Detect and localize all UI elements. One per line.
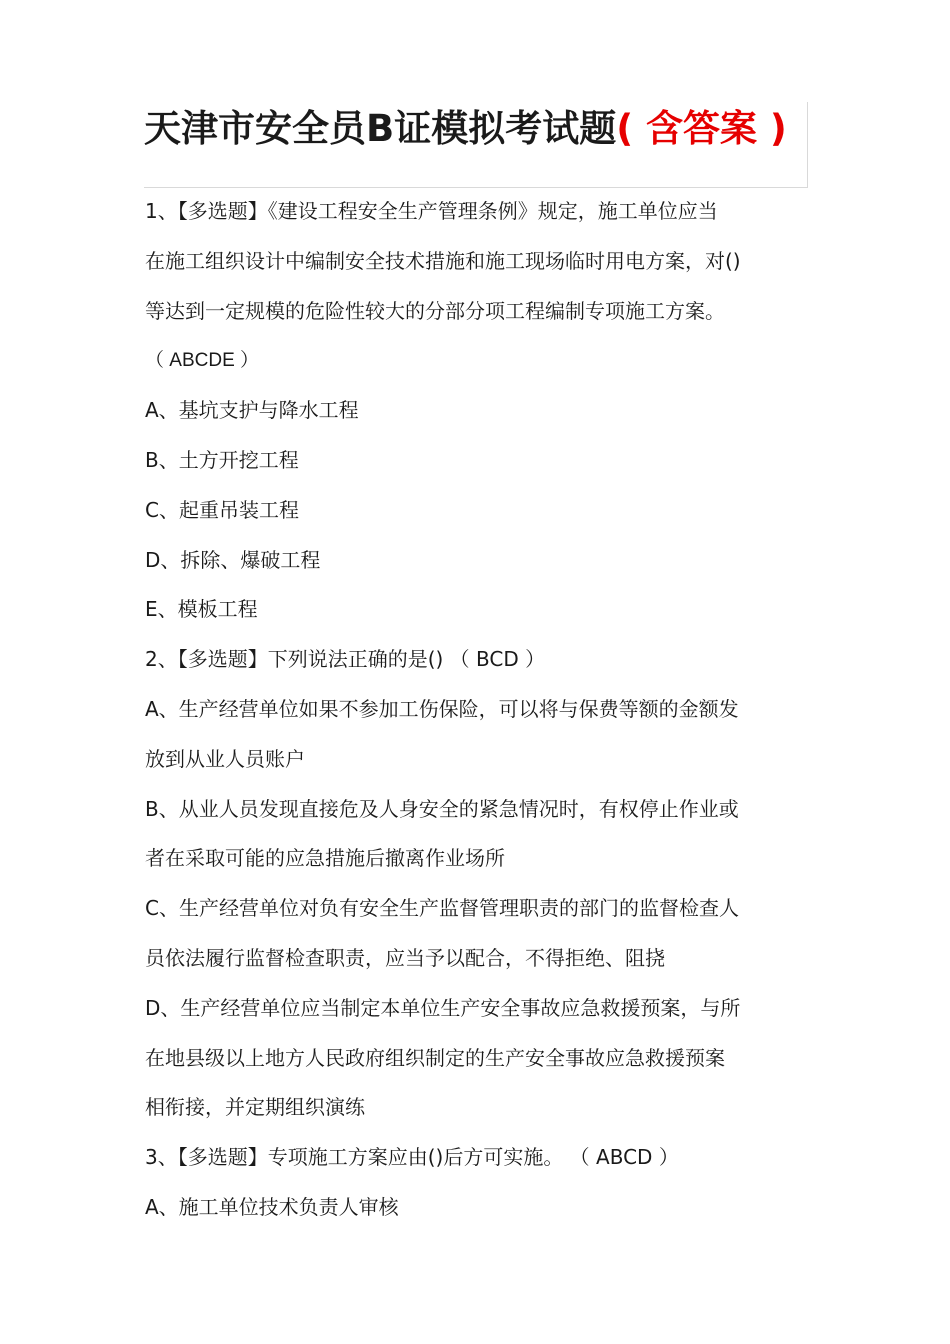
q1-answer: （ ABCDE ） (145, 350, 260, 372)
q2-option-c-line-2: 员依法履行监督检查职责，应当予以配合，不得拒绝、阻挠 (145, 945, 665, 970)
q1-option-c: C、起重吊装工程 (145, 497, 299, 522)
q1-option-b: B、土方开挖工程 (145, 447, 299, 472)
q2-option-d-line-2: 在地县级以上地方人民政府组织制定的生产安全事故应急救援预案 (145, 1045, 725, 1070)
q3-stem: 3、【多选题】专项施工方案应由()后方可实施。 （ ABCD ） (145, 1145, 679, 1170)
q1-stem-line-3: 等达到一定规模的危险性较大的分部分项工程编制专项施工方案。 (145, 298, 725, 323)
q2-option-a-line-1: A、生产经营单位如果不参加工伤保险，可以将与保费等额的金额发 (145, 696, 739, 721)
q1-stem-line-2: 在施工组织设计中编制安全技术措施和施工现场临时用电方案，对() (145, 248, 741, 273)
q2-option-b-line-1: B、从业人员发现直接危及人身安全的紧急情况时，有权停止作业或 (145, 796, 739, 821)
title-answer-note: ( 含答案 ) (616, 107, 787, 150)
document-title (144, 106, 824, 152)
q2-option-a-line-2: 放到从业人员账户 (145, 746, 305, 771)
q2-option-d-line-1: D、生产经营单位应当制定本单位生产安全事故应急救援预案，与所 (145, 995, 741, 1020)
q2-option-c-line-1: C、生产经营单位对负有安全生产监督管理职责的部门的监督检查人 (145, 896, 739, 921)
q2-option-b-line-2: 者在采取可能的应急措施后撤离作业场所 (145, 846, 505, 871)
q1-stem-line-1: 1、【多选题】《建设工程安全生产管理条例》规定，施工单位应当 (145, 199, 718, 223)
title-main: 天津市安全员B证模拟考试题 (144, 107, 617, 150)
q1-option-a: A、基坑支护与降水工程 (145, 398, 359, 423)
q2-stem: 2、【多选题】下列说法正确的是() （ BCD ） (145, 647, 546, 672)
q1-option-e: E、模板工程 (145, 597, 258, 622)
q2-option-d-line-3: 相衔接，并定期组织演练 (145, 1095, 365, 1120)
q1-option-d: D、拆除、爆破工程 (145, 547, 321, 572)
question-content (145, 187, 810, 1233)
q3-option-a: A、施工单位技术负责人审核 (145, 1194, 399, 1219)
